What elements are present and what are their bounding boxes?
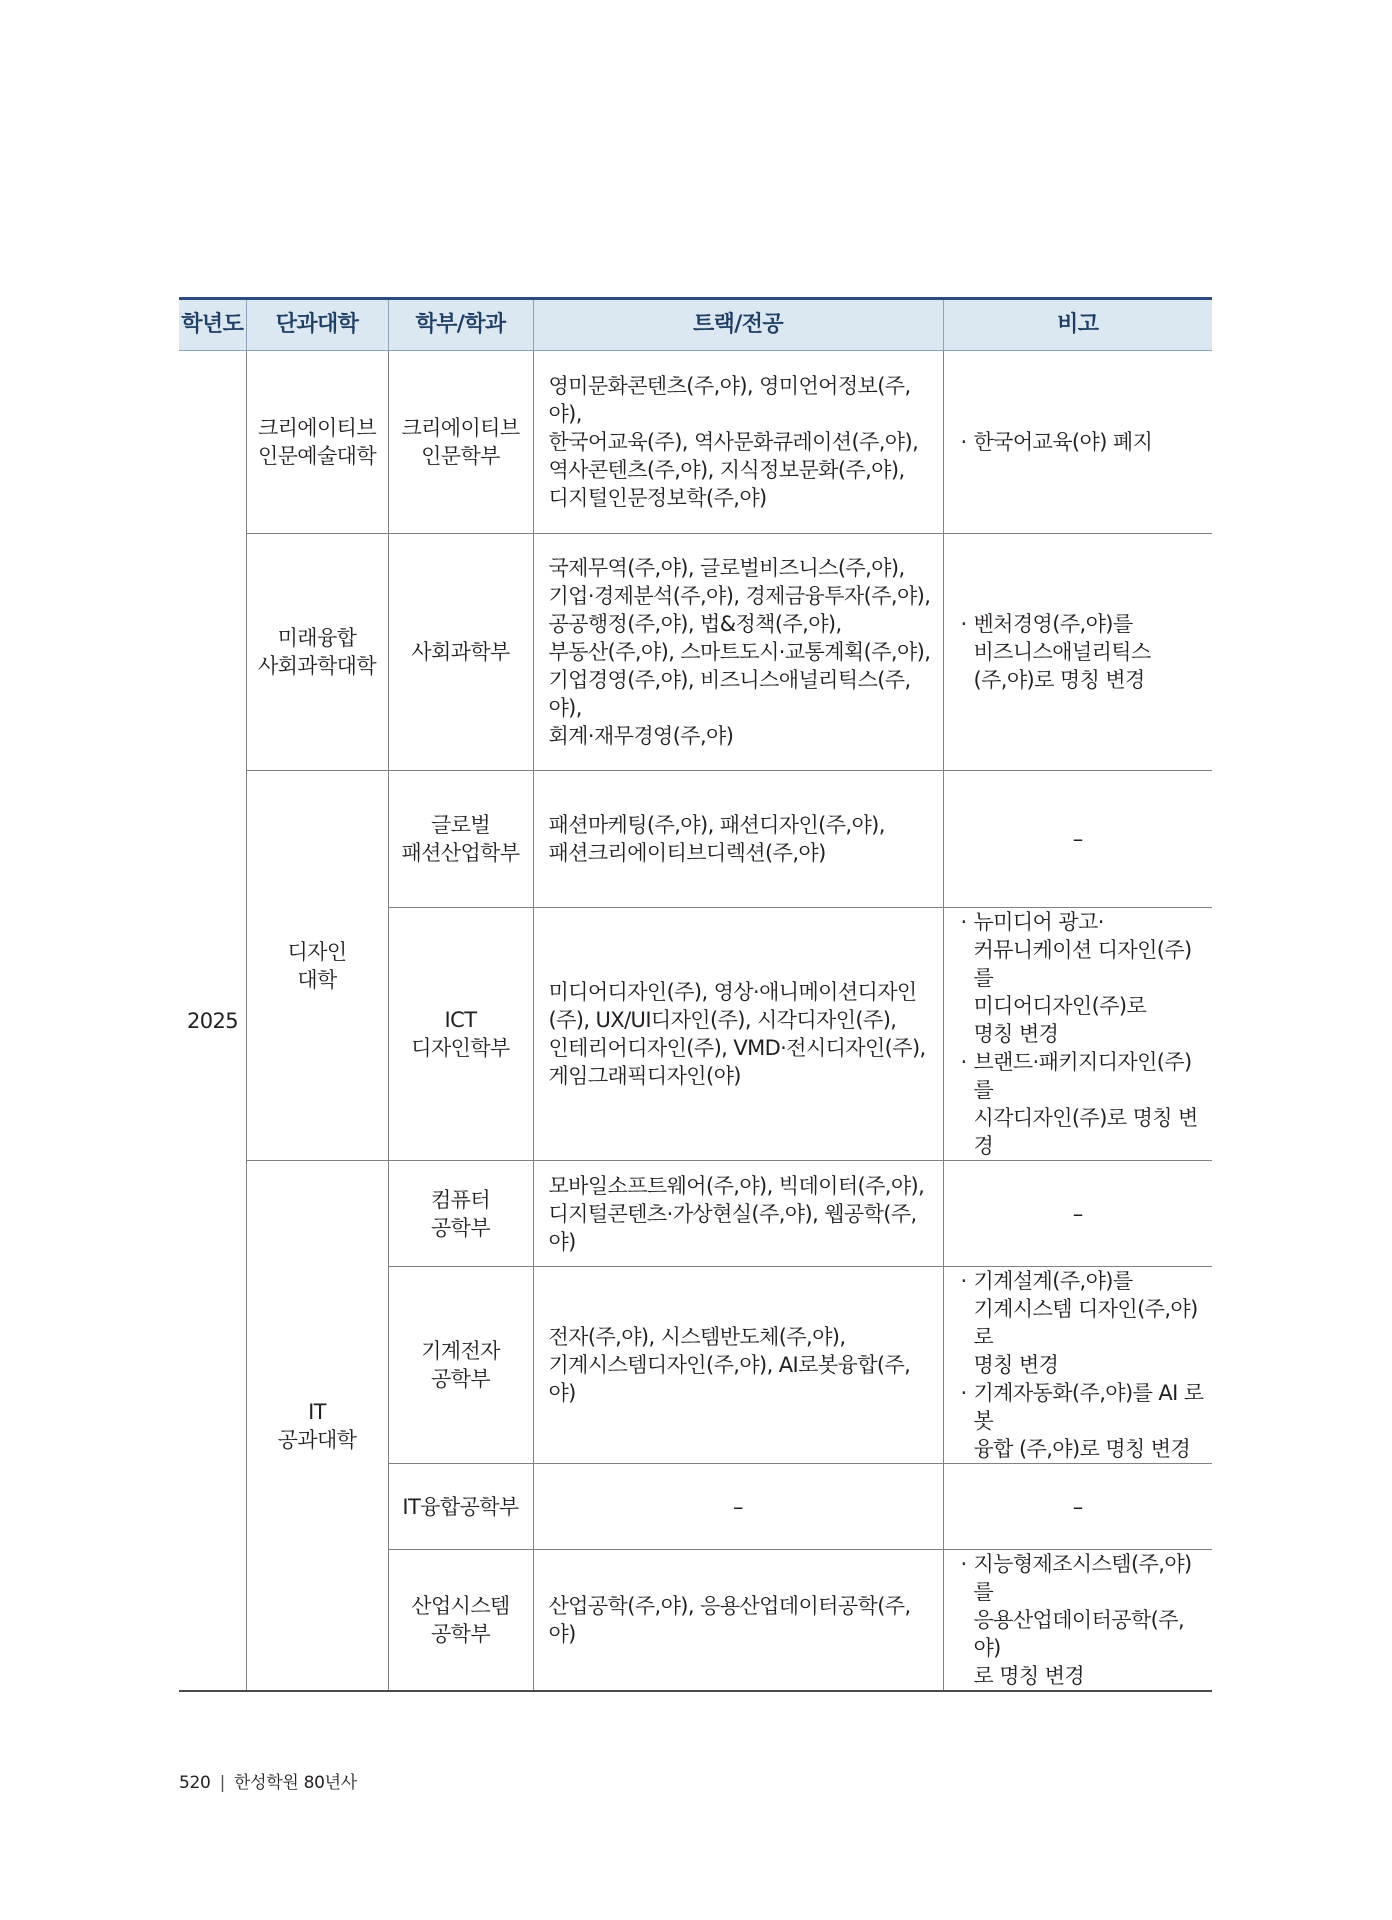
track-line: (주), UX/UI디자인(주), 시각디자인(주), [548, 1008, 897, 1032]
department-name-line: IT융합공학부 [402, 1494, 519, 1519]
note-cell [943, 351, 1212, 534]
header-year: 학년도 [179, 299, 246, 351]
note-item: · 기계자동화(주,야)를 AI 로봇 융합 (주,야)로 명칭 변경 [952, 1379, 1205, 1463]
book-title: 한성학원 80년사 [234, 1773, 357, 1793]
track-line: 기계시스템디자인(주,야), AI로봇융합(주,야) [548, 1353, 911, 1405]
header-note: 비고 [943, 299, 1212, 351]
college-name-line: 크리에이티브 [257, 416, 377, 440]
track-line: 전자(주,야), 시스템반도체(주,야), [548, 1325, 846, 1349]
footer-separator: | [219, 1773, 225, 1793]
track-line: 패션마케팅(주,야), 패션디자인(주,야), [548, 813, 885, 837]
table-row [179, 351, 1212, 534]
department-cell [388, 534, 533, 771]
track-line: 산업공학(주,야), 응용산업데이터공학(주,야) [548, 1594, 911, 1646]
curriculum-table [179, 297, 1212, 1692]
track-line: 영미문화콘텐츠(주,야), 영미언어정보(주,야), [548, 374, 911, 426]
track-line: 디지털콘텐츠·가상현실(주,야), 웹공학(주,야) [548, 1201, 917, 1254]
department-cell [388, 1550, 533, 1692]
page-footer [179, 1768, 357, 1793]
track-line: 회계·재무경영(주,야) [548, 724, 734, 748]
track-line: 패션크리에이티브디렉션(주,야) [548, 841, 826, 865]
track-line: 부동산(주,야), 스마트도시·교통계획(주,야), [548, 640, 931, 664]
college-cell [246, 771, 388, 1161]
college-name-line: 사회과학대학 [257, 654, 377, 678]
college-name-line: 디자인 [287, 939, 347, 964]
track-line: 국제무역(주,야), 글로벌비즈니스(주,야), [548, 556, 905, 580]
note-cell [943, 1267, 1212, 1464]
track-line: 게임그래픽디자인(야) [548, 1064, 741, 1088]
note-cell [943, 908, 1212, 1161]
department-name-line: 컴퓨터 [430, 1187, 491, 1212]
note-item: · 뉴미디어 광고· 커뮤니케이션 디자인(주)를 미디어디자인(주)로 명칭 변경 [952, 908, 1205, 1048]
table-header-row [179, 299, 1212, 351]
department-name-line: 디자인학부 [411, 1036, 510, 1060]
department-cell [388, 351, 533, 534]
department-name-line: 산업시스템 [411, 1594, 510, 1618]
track-line: 기업·경제분석(주,야), 경제금융투자(주,야), [548, 584, 931, 608]
table-row [179, 534, 1212, 771]
college-cell [246, 534, 388, 771]
department-cell [388, 1464, 533, 1550]
track-line: 역사콘텐츠(주,야), 지식정보문화(주,야), [548, 458, 905, 482]
college-name-line: IT [308, 1399, 326, 1424]
track-cell [533, 1161, 943, 1267]
department-name-line: 크리에이티브 [401, 416, 520, 440]
department-name-line: 공학부 [430, 1622, 491, 1646]
note-cell: – [943, 1161, 1212, 1267]
track-line: 디지털인문정보학(주,야) [548, 486, 767, 510]
department-cell [388, 1161, 533, 1267]
note-item: · 브랜드·패키지디자인(주)를 시각디자인(주)로 명칭 변경 [952, 1048, 1205, 1160]
note-list [952, 428, 1205, 456]
college-name-line: 대학 [297, 967, 337, 992]
college-name-line: 인문예술대학 [257, 444, 377, 468]
department-cell [388, 1267, 533, 1464]
track-line: 한국어교육(주), 역사문화큐레이션(주,야), [548, 430, 919, 454]
track-line: 모바일소프트웨어(주,야), 빅데이터(주,야), [548, 1173, 925, 1198]
note-item: · 한국어교육(야) 폐지 [952, 428, 1205, 456]
department-cell [388, 908, 533, 1161]
track-cell [533, 771, 943, 908]
department-name-line: 글로벌 [430, 813, 491, 837]
track-cell: – [533, 1464, 943, 1550]
department-name-line: 공학부 [430, 1367, 491, 1391]
note-list [952, 610, 1205, 694]
department-name-line: 공학부 [430, 1215, 491, 1240]
note-cell: – [943, 771, 1212, 908]
year-cell: 2025 [179, 351, 246, 1692]
note-cell [943, 1550, 1212, 1692]
note-item: · 벤처경영(주,야)를 비즈니스애널리틱스 (주,야)로 명칭 변경 [952, 610, 1205, 694]
note-item: · 기계설계(주,야)를 기계시스템 디자인(주,야)로 명칭 변경 [952, 1267, 1205, 1379]
track-cell [533, 534, 943, 771]
table-row [179, 1161, 1212, 1267]
track-cell [533, 351, 943, 534]
track-cell [533, 1267, 943, 1464]
college-cell [246, 1161, 388, 1692]
header-department: 학부/학과 [388, 299, 533, 351]
track-line: 공공행정(주,야), 법&정책(주,야), [548, 612, 842, 636]
department-name-line: 기계전자 [421, 1339, 500, 1363]
note-item: · 지능형제조시스템(주,야)를 응용산업데이터공학(주,야) 로 명칭 변경 [952, 1550, 1205, 1690]
track-cell [533, 1550, 943, 1692]
college-name-line: 미래융합 [277, 626, 357, 650]
college-cell [246, 351, 388, 534]
note-cell [943, 534, 1212, 771]
college-name-line: 공과대학 [277, 1427, 357, 1452]
note-list [952, 908, 1205, 1160]
header-track: 트랙/전공 [533, 299, 943, 351]
department-name-line: 사회과학부 [411, 640, 510, 664]
track-line: 기업경영(주,야), 비즈니스애널리틱스(주,야), [548, 668, 911, 720]
table-row [179, 771, 1212, 908]
page-number: 520 [179, 1773, 211, 1793]
note-list [952, 1550, 1205, 1690]
department-name-line: 패션산업학부 [401, 841, 520, 865]
note-cell: – [943, 1464, 1212, 1550]
department-name-line: ICT [444, 1008, 477, 1032]
track-line: 미디어디자인(주), 영상·애니메이션디자인 [548, 980, 917, 1004]
header-college: 단과대학 [246, 299, 388, 351]
note-list [952, 1267, 1205, 1463]
department-name-line: 인문학부 [421, 444, 500, 468]
track-cell [533, 908, 943, 1161]
department-cell [388, 771, 533, 908]
track-line: 인테리어디자인(주), VMD·전시디자인(주), [548, 1036, 926, 1060]
